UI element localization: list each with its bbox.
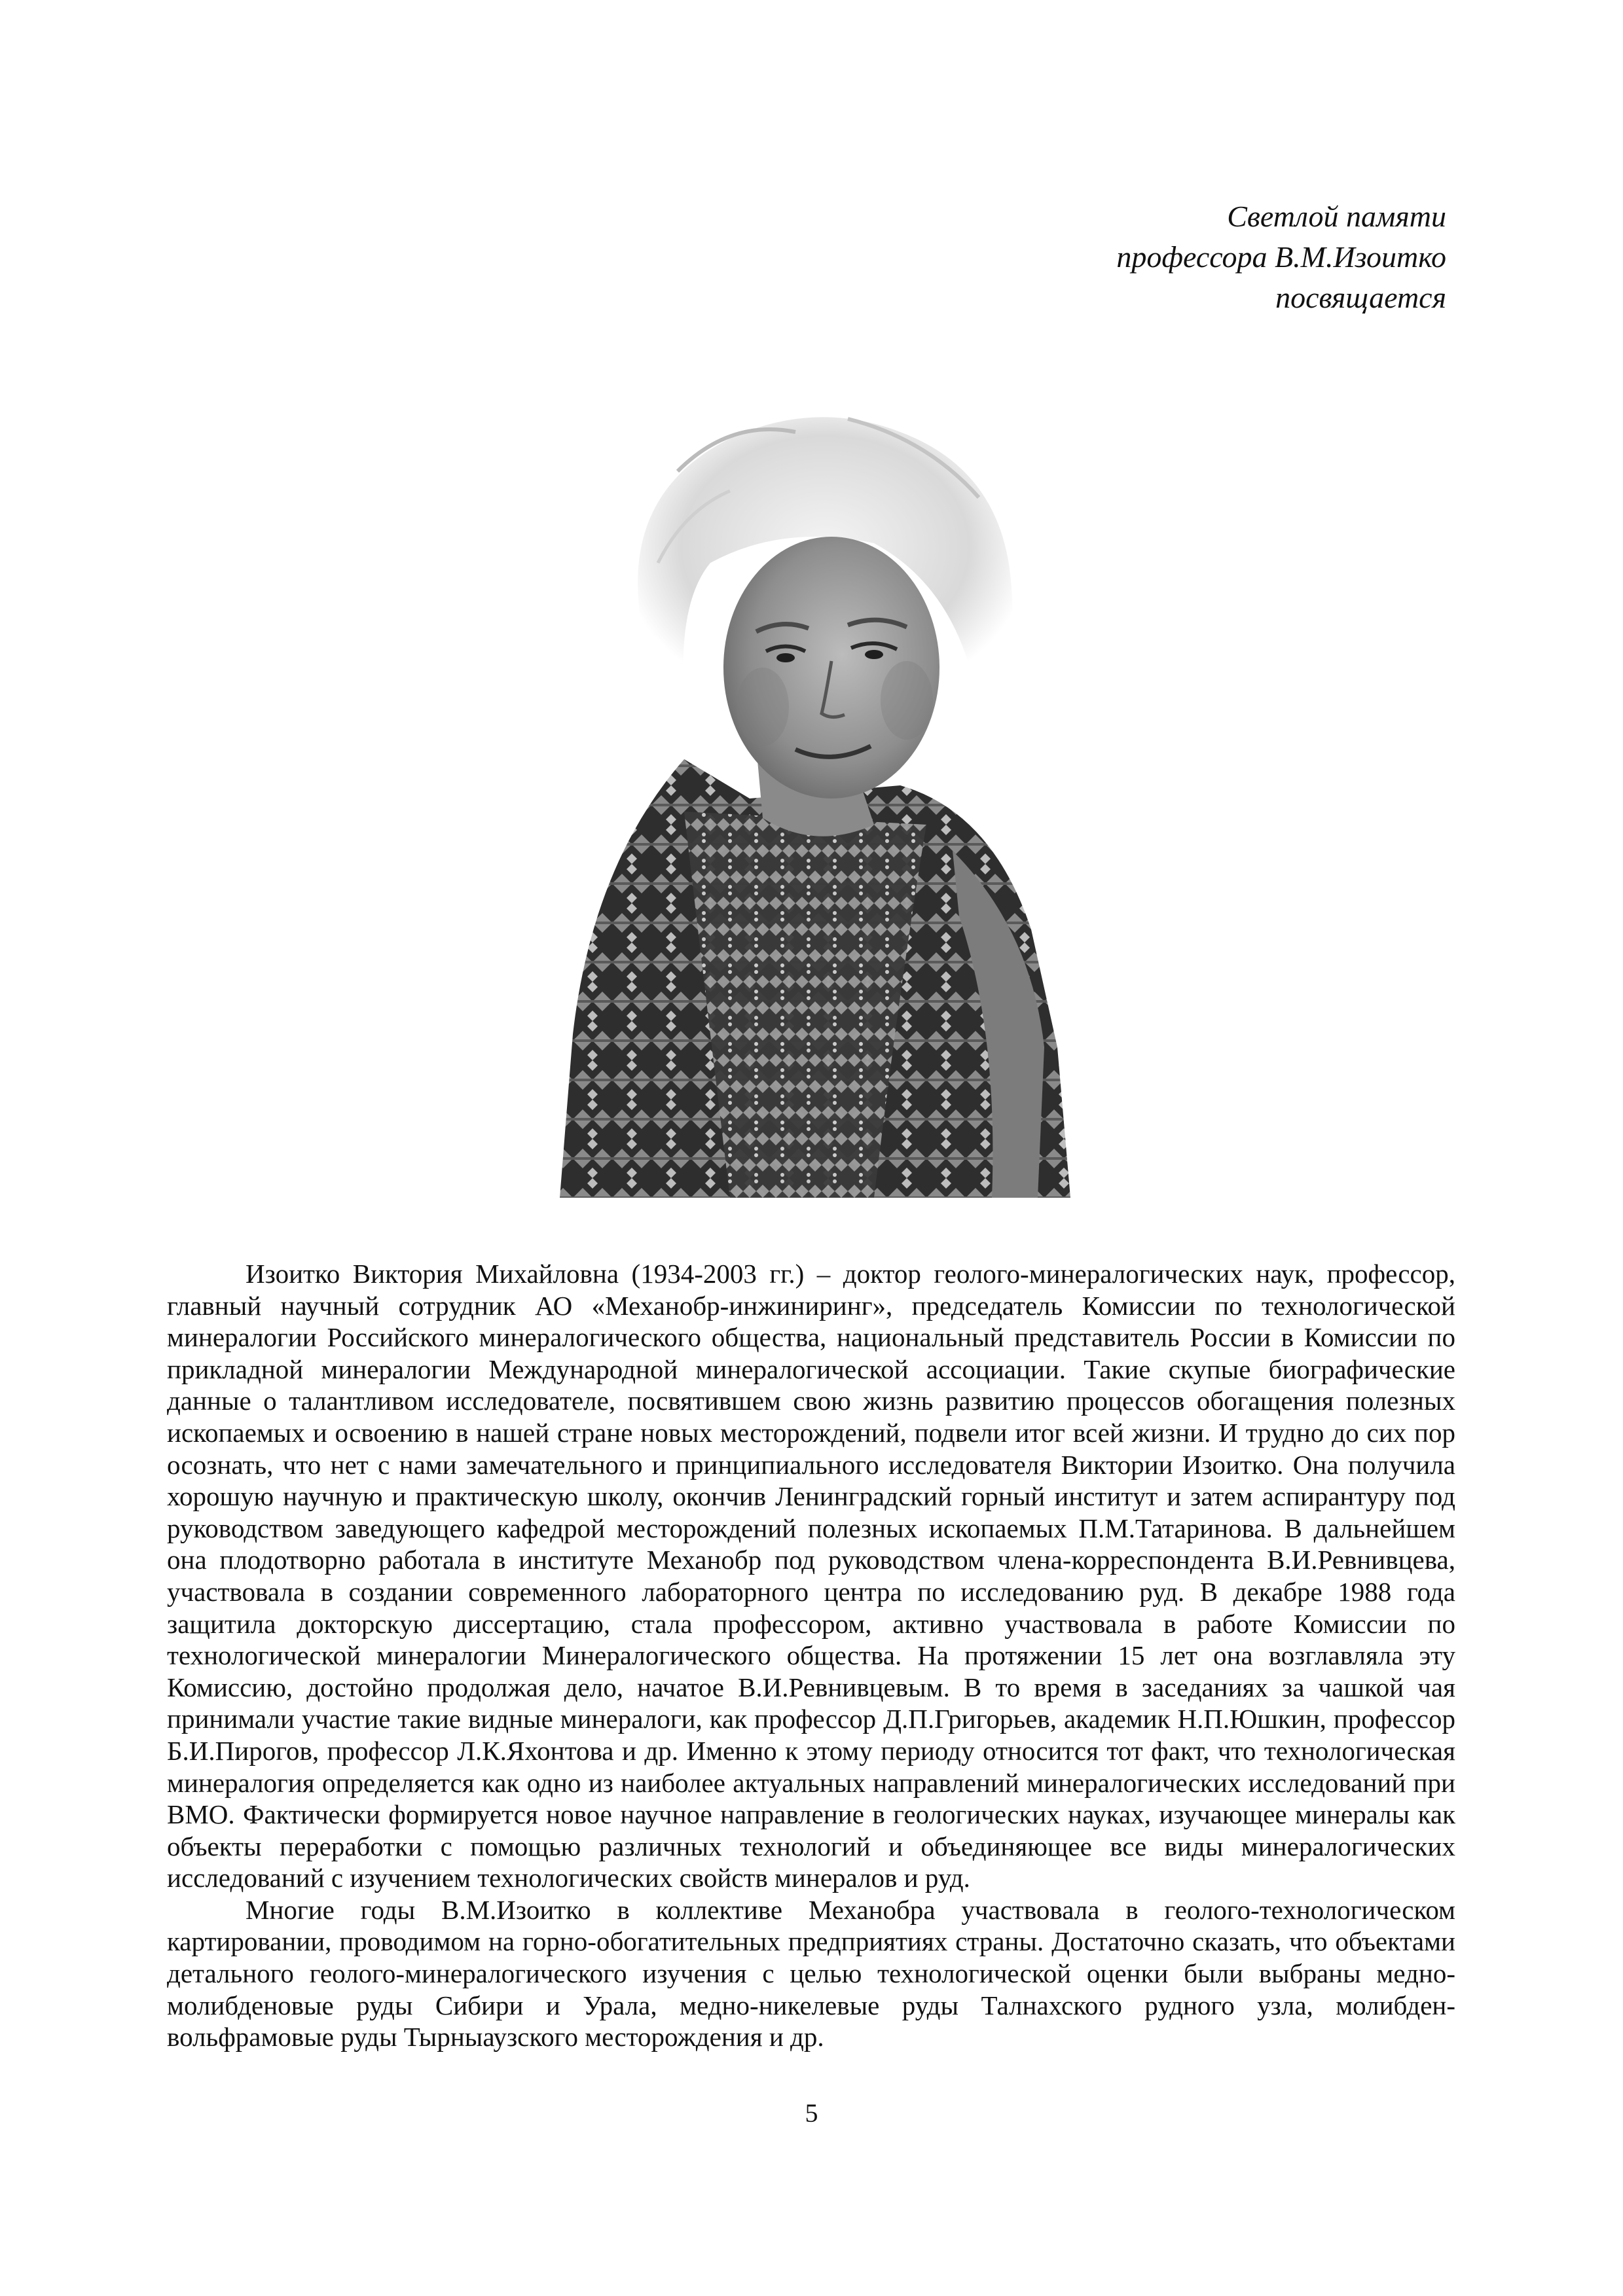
portrait-photo	[534, 393, 1087, 1198]
dedication-line-1: Светлой памяти	[1227, 200, 1446, 233]
paragraph-2: Многие годы В.М.Изоитко в коллективе Механобра участвовала в геолого-технологическом картировании, проводимом на горно-обогатительных предприятиях страны. Достаточно сказать, что объектами детального геолого-минералогического изучения с целью технологической оценки были выбраны медно-молибденовые руды Сибири и Урала, медно-никелевые руды Талнахского рудного узла, молибден-вольфрамовые руды Тырныаузского месторождения и др.	[167, 1894, 1455, 2053]
paragraph-1: Изоитко Виктория Михайловна (1934-2003 гг.) – доктор геолого-минералогических наук, профессор, главный научный сотрудник АО «Механобр-инжиниринг», председатель Комиссии по технологической минералогии Российского минералогического общества, национальный представитель России в Комиссии по прикладной минералогии Международной минералогической ассоциации. Такие скупые биографические данные о талантливом исследователе, посвятившем свою жизнь развитию процессов обогащения полезных ископаемых и освоению в нашей стране новых месторождений, подвели итог всей жизни. И трудно до сих пор осознать, что нет с нами замечательного и принципиального исследователя Виктории Изоитко. Она получила хорошую научную и практическую школу, окончив Ленинградский горный институт и затем аспирантуру под руководством заведующего кафедрой месторождений полезных ископаемых П.М.Татаринова. В дальнейшем она плодотворно работала в институте Механобр под руководством члена-корреспондента В.И.Ревнивцева, участвовала в создании современного лабораторного центра по исследованию руд. В декабре 1988 года защитила докторскую диссертацию, стала профессором, активно участвовала в работе Комиссии по технологической минералогии Минералогического общества. На протяжении 15 лет она возглавляла эту Комиссию, достойно продолжая дело, начатое В.И.Ревнивцевым. В то время в заседаниях за чашкой чая принимали участие такие видные минералоги, как профессор Д.П.Григорьев, академик Н.П.Юшкин, профессор Б.И.Пирогов, профессор Л.К.Яхонтова и др. Именно к этому периоду относится тот факт, что технологическая минералогия определяется как одно из наиболее актуальных направлений минералогических исследований при ВМО. Фактически формируется новое научное направление в геологических науках, изучающее минералы как объекты переработки с помощью различных технологий и объединяющее все виды минералогических исследований с изучением технологических свойств минералов и руд.	[167, 1259, 1455, 1893]
dedication-line-3: посвящается	[1275, 281, 1446, 314]
biography-text	[167, 1258, 1455, 2053]
dedication-block	[792, 196, 1446, 318]
dedication-line-2: профессора В.М.Изоитко	[1116, 240, 1446, 274]
page-number: 5	[805, 2098, 818, 2128]
